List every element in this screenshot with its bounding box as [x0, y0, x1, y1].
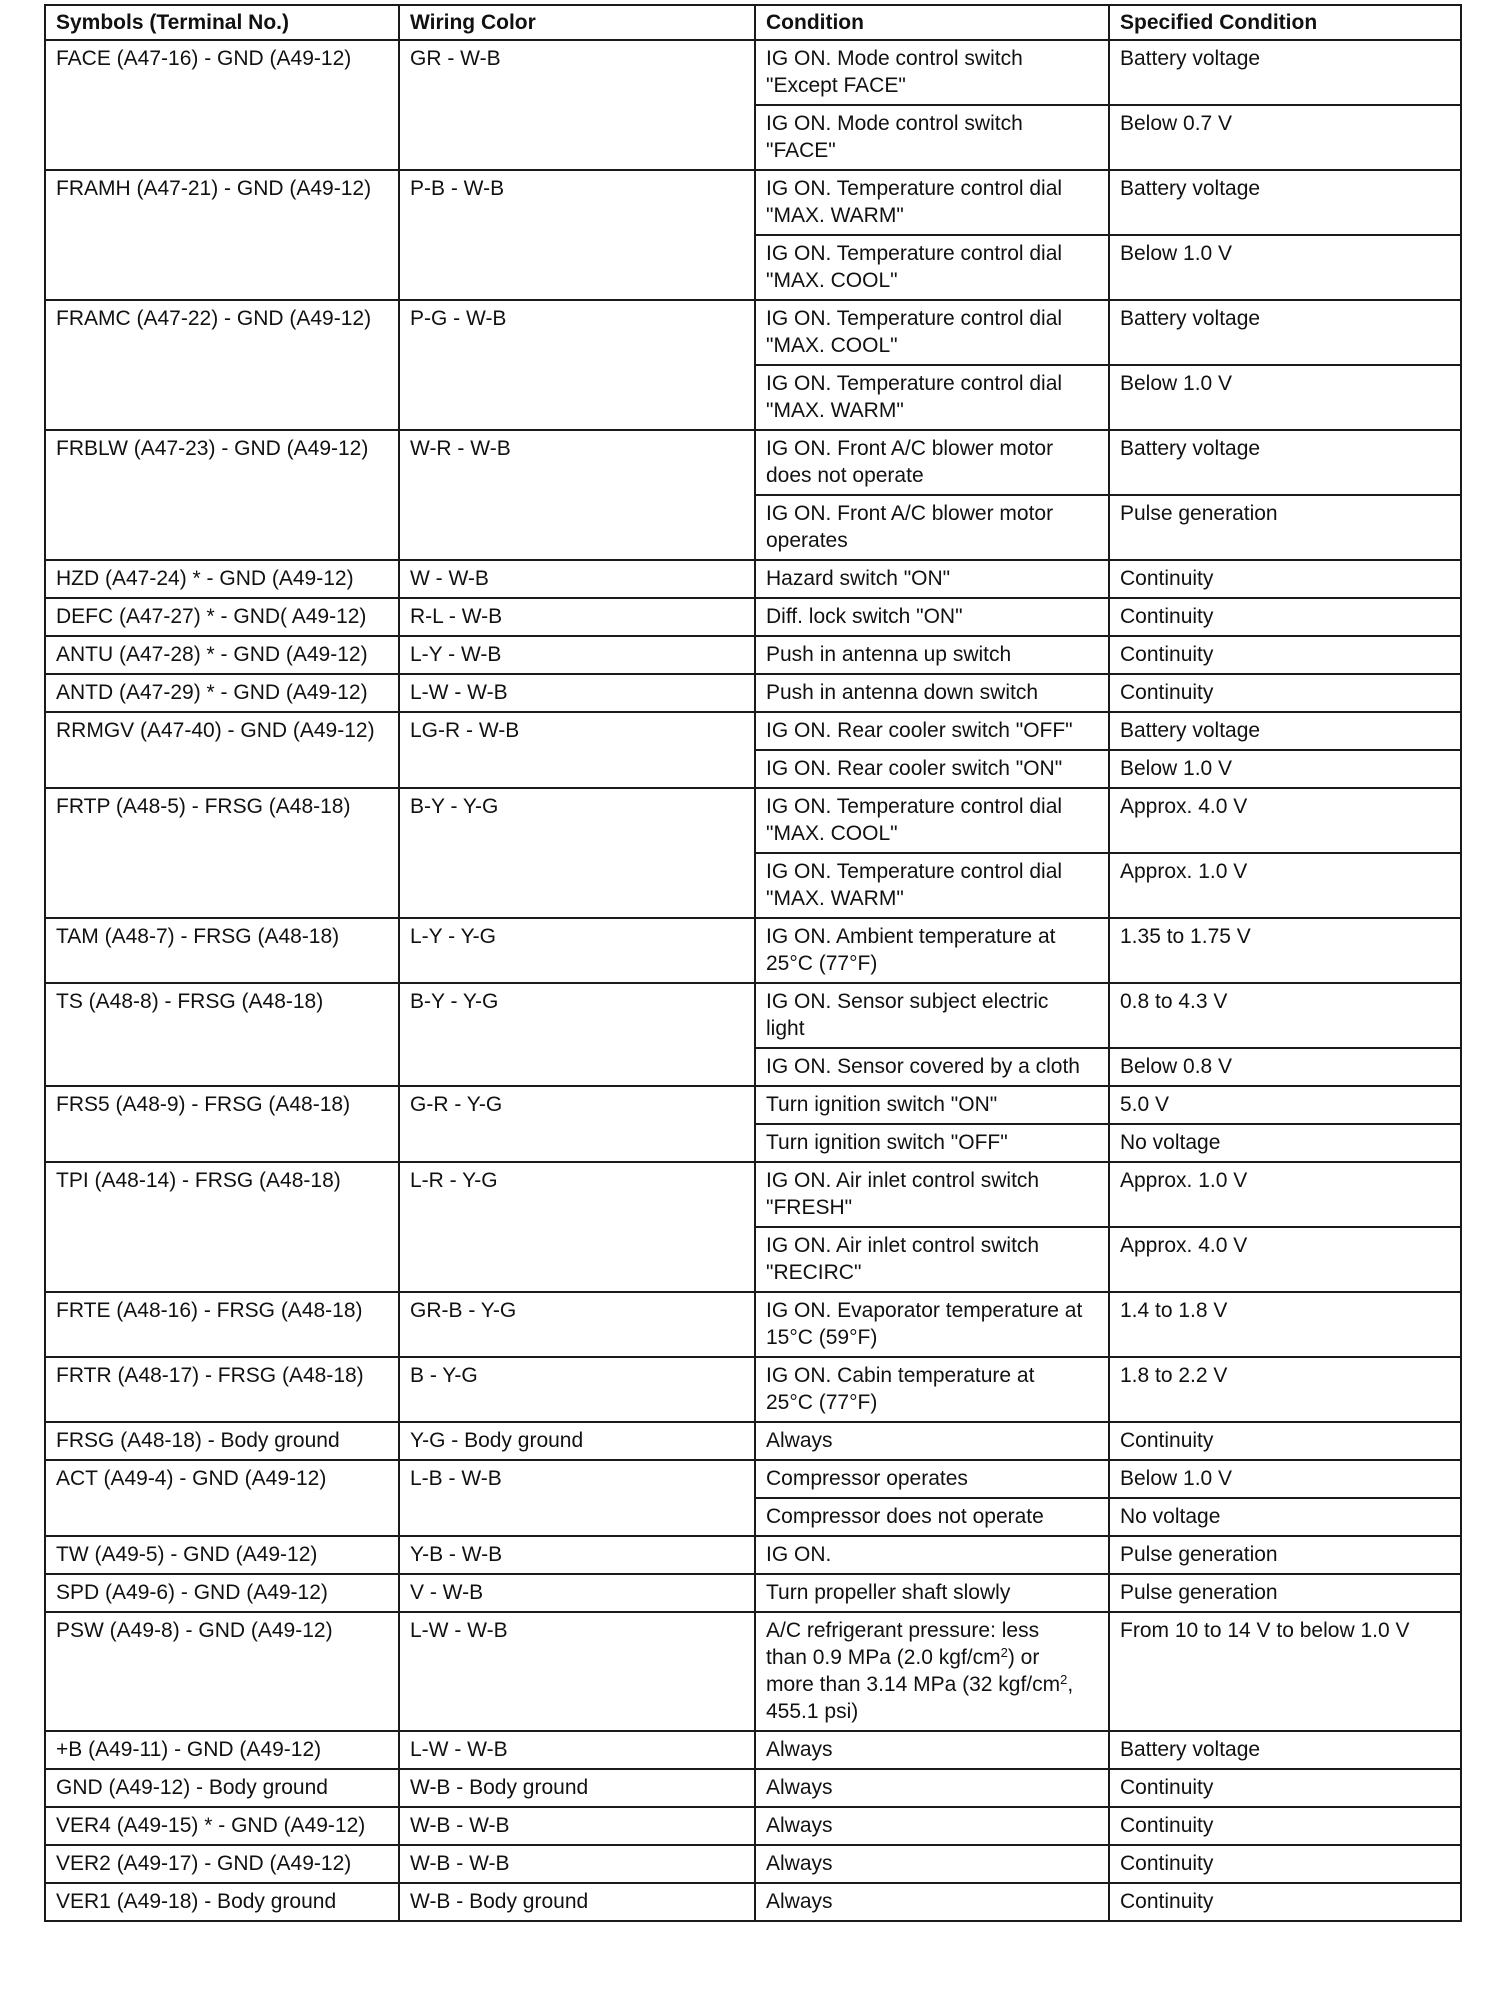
terminal-symbol: FRTR (A48-17) - FRSG (A48-18) [45, 1357, 399, 1422]
condition: IG ON. Temperature control dial "MAX. COOL" [755, 235, 1109, 300]
condition: Always [755, 1883, 1109, 1921]
specified-condition: 5.0 V [1109, 1086, 1461, 1124]
specified-condition: Continuity [1109, 1807, 1461, 1845]
wiring-color: GR-B - Y-G [399, 1292, 755, 1357]
specified-condition: Below 1.0 V [1109, 750, 1461, 788]
wiring-color: L-W - W-B [399, 674, 755, 712]
wiring-color: Y-G - Body ground [399, 1422, 755, 1460]
table-row [45, 918, 1461, 983]
specified-condition: 1.8 to 2.2 V [1109, 1357, 1461, 1422]
table-row [45, 1536, 1461, 1574]
specified-condition: Below 1.0 V [1109, 1460, 1461, 1498]
terminal-symbol: FRSG (A48-18) - Body ground [45, 1422, 399, 1460]
table-body [45, 40, 1461, 1921]
specified-condition: Below 0.7 V [1109, 105, 1461, 170]
specified-condition: Battery voltage [1109, 1731, 1461, 1769]
terminal-symbol: RRMGV (A47-40) - GND (A49-12) [45, 712, 399, 788]
specified-condition: Approx. 1.0 V [1109, 853, 1461, 918]
wiring-color: Y-B - W-B [399, 1536, 755, 1574]
terminal-symbol: ANTD (A47-29) * - GND (A49-12) [45, 674, 399, 712]
table-row [45, 1731, 1461, 1769]
wiring-color: W-B - W-B [399, 1845, 755, 1883]
specified-condition: 1.35 to 1.75 V [1109, 918, 1461, 983]
specified-condition: Continuity [1109, 1422, 1461, 1460]
condition: Push in antenna down switch [755, 674, 1109, 712]
specified-condition: Continuity [1109, 674, 1461, 712]
specified-condition: 0.8 to 4.3 V [1109, 983, 1461, 1048]
condition: Diff. lock switch "ON" [755, 598, 1109, 636]
table-row [45, 430, 1461, 495]
wiring-color: GR - W-B [399, 40, 755, 170]
header-symbols: Symbols (Terminal No.) [45, 5, 399, 40]
condition [755, 1612, 1109, 1731]
specified-condition: Battery voltage [1109, 300, 1461, 365]
condition: Always [755, 1845, 1109, 1883]
condition: Turn ignition switch "OFF" [755, 1124, 1109, 1162]
condition-text: A/C refrigerant pressure: less than 0.9 MPa (2.0 kgf/cm [766, 1619, 1040, 1669]
wiring-color: P-B - W-B [399, 170, 755, 300]
condition: Hazard switch "ON" [755, 560, 1109, 598]
wiring-color: L-Y - W-B [399, 636, 755, 674]
table-row [45, 40, 1461, 105]
table-row [45, 1086, 1461, 1124]
table-row [45, 636, 1461, 674]
table-row [45, 1292, 1461, 1357]
specified-condition: Battery voltage [1109, 170, 1461, 235]
terminal-symbol: ANTU (A47-28) * - GND (A49-12) [45, 636, 399, 674]
table-row [45, 1845, 1461, 1883]
condition: IG ON. Air inlet control switch "RECIRC" [755, 1227, 1109, 1292]
terminal-symbol: FACE (A47-16) - GND (A49-12) [45, 40, 399, 170]
condition: IG ON. Temperature control dial "MAX. WARM" [755, 853, 1109, 918]
wiring-color: LG-R - W-B [399, 712, 755, 788]
specified-condition: Battery voltage [1109, 430, 1461, 495]
header-specified-condition: Specified Condition [1109, 5, 1461, 40]
condition: IG ON. Air inlet control switch "FRESH" [755, 1162, 1109, 1227]
header-wiring-color: Wiring Color [399, 5, 755, 40]
condition: IG ON. Mode control switch "Except FACE" [755, 40, 1109, 105]
condition-text: ) or more than 3.14 MPa (32 kgf/cm [766, 1646, 1061, 1696]
table-row [45, 1574, 1461, 1612]
terminal-symbol: SPD (A49-6) - GND (A49-12) [45, 1574, 399, 1612]
table-row [45, 560, 1461, 598]
table-row [45, 170, 1461, 235]
specified-condition: Continuity [1109, 560, 1461, 598]
specified-condition: Below 1.0 V [1109, 235, 1461, 300]
condition: IG ON. Evaporator temperature at 15°C (59°F) [755, 1292, 1109, 1357]
terminal-symbol: +B (A49-11) - GND (A49-12) [45, 1731, 399, 1769]
superscript: 2 [1000, 1645, 1008, 1660]
terminal-symbol: FRTP (A48-5) - FRSG (A48-18) [45, 788, 399, 918]
terminal-symbol: GND (A49-12) - Body ground [45, 1769, 399, 1807]
condition: IG ON. Sensor subject electric light [755, 983, 1109, 1048]
specified-condition: Continuity [1109, 598, 1461, 636]
wiring-color: L-B - W-B [399, 1460, 755, 1536]
condition: Always [755, 1769, 1109, 1807]
wiring-color: W-R - W-B [399, 430, 755, 560]
table-row [45, 1422, 1461, 1460]
terminal-symbol: TAM (A48-7) - FRSG (A48-18) [45, 918, 399, 983]
specified-condition: Pulse generation [1109, 1574, 1461, 1612]
condition: Always [755, 1731, 1109, 1769]
table-row [45, 598, 1461, 636]
specified-condition: No voltage [1109, 1498, 1461, 1536]
wiring-color: B - Y-G [399, 1357, 755, 1422]
table-row [45, 1162, 1461, 1227]
specified-condition: Continuity [1109, 1769, 1461, 1807]
condition: Turn ignition switch "ON" [755, 1086, 1109, 1124]
condition: Compressor operates [755, 1460, 1109, 1498]
table-header-row [45, 5, 1461, 40]
specified-condition: Approx. 4.0 V [1109, 1227, 1461, 1292]
condition: IG ON. Front A/C blower motor does not operate [755, 430, 1109, 495]
wiring-color: B-Y - Y-G [399, 983, 755, 1086]
specified-condition: 1.4 to 1.8 V [1109, 1292, 1461, 1357]
specified-condition: Below 0.8 V [1109, 1048, 1461, 1086]
condition: Always [755, 1422, 1109, 1460]
wiring-color: L-W - W-B [399, 1612, 755, 1731]
specified-condition: Battery voltage [1109, 712, 1461, 750]
specified-condition: Pulse generation [1109, 1536, 1461, 1574]
wiring-color: B-Y - Y-G [399, 788, 755, 918]
specified-condition: Continuity [1109, 1845, 1461, 1883]
condition: Push in antenna up switch [755, 636, 1109, 674]
superscript: 2 [1060, 1672, 1068, 1687]
terminal-symbol: VER4 (A49-15) * - GND (A49-12) [45, 1807, 399, 1845]
terminal-symbol: TPI (A48-14) - FRSG (A48-18) [45, 1162, 399, 1292]
terminal-spec-table [44, 4, 1462, 1922]
wiring-color: R-L - W-B [399, 598, 755, 636]
table-row [45, 1769, 1461, 1807]
wiring-color: L-W - W-B [399, 1731, 755, 1769]
terminal-symbol: FRAMH (A47-21) - GND (A49-12) [45, 170, 399, 300]
condition: IG ON. Ambient temperature at 25°C (77°F) [755, 918, 1109, 983]
condition: IG ON. Rear cooler switch "OFF" [755, 712, 1109, 750]
terminal-symbol: HZD (A47-24) * - GND (A49-12) [45, 560, 399, 598]
terminal-symbol: ACT (A49-4) - GND (A49-12) [45, 1460, 399, 1536]
wiring-color: W - W-B [399, 560, 755, 598]
table-row [45, 1807, 1461, 1845]
terminal-symbol: VER2 (A49-17) - GND (A49-12) [45, 1845, 399, 1883]
wiring-color: V - W-B [399, 1574, 755, 1612]
condition: IG ON. [755, 1536, 1109, 1574]
terminal-symbol: FRBLW (A47-23) - GND (A49-12) [45, 430, 399, 560]
terminal-symbol: PSW (A49-8) - GND (A49-12) [45, 1612, 399, 1731]
wiring-color: L-R - Y-G [399, 1162, 755, 1292]
specified-condition: No voltage [1109, 1124, 1461, 1162]
specified-condition: From 10 to 14 V to below 1.0 V [1109, 1612, 1461, 1731]
specified-condition: Approx. 1.0 V [1109, 1162, 1461, 1227]
terminal-symbol: TS (A48-8) - FRSG (A48-18) [45, 983, 399, 1086]
table-row [45, 983, 1461, 1048]
condition: IG ON. Temperature control dial "MAX. WARM" [755, 170, 1109, 235]
header-condition: Condition [755, 5, 1109, 40]
condition: IG ON. Front A/C blower motor operates [755, 495, 1109, 560]
specified-condition: Battery voltage [1109, 40, 1461, 105]
table-row [45, 712, 1461, 750]
terminal-symbol: DEFC (A47-27) * - GND( A49-12) [45, 598, 399, 636]
table-row [45, 300, 1461, 365]
specified-condition: Approx. 4.0 V [1109, 788, 1461, 853]
condition: Turn propeller shaft slowly [755, 1574, 1109, 1612]
wiring-color: L-Y - Y-G [399, 918, 755, 983]
wiring-color: W-B - W-B [399, 1807, 755, 1845]
condition: Always [755, 1807, 1109, 1845]
condition: Compressor does not operate [755, 1498, 1109, 1536]
condition: IG ON. Cabin temperature at 25°C (77°F) [755, 1357, 1109, 1422]
table-row [45, 674, 1461, 712]
wiring-color: W-B - Body ground [399, 1883, 755, 1921]
table-row [45, 1883, 1461, 1921]
specified-condition: Below 1.0 V [1109, 365, 1461, 430]
condition: IG ON. Sensor covered by a cloth [755, 1048, 1109, 1086]
specified-condition: Continuity [1109, 1883, 1461, 1921]
wiring-color: G-R - Y-G [399, 1086, 755, 1162]
table-row [45, 1357, 1461, 1422]
terminal-symbol: FRS5 (A48-9) - FRSG (A48-18) [45, 1086, 399, 1162]
condition: IG ON. Temperature control dial "MAX. WARM" [755, 365, 1109, 430]
condition-text: , 455.1 psi) [766, 1673, 1074, 1723]
terminal-symbol: FRTE (A48-16) - FRSG (A48-18) [45, 1292, 399, 1357]
condition: IG ON. Rear cooler switch "ON" [755, 750, 1109, 788]
wiring-color: W-B - Body ground [399, 1769, 755, 1807]
specified-condition: Pulse generation [1109, 495, 1461, 560]
condition: IG ON. Temperature control dial "MAX. COOL" [755, 788, 1109, 853]
condition: IG ON. Temperature control dial "MAX. COOL" [755, 300, 1109, 365]
terminal-symbol: VER1 (A49-18) - Body ground [45, 1883, 399, 1921]
table-row [45, 1612, 1461, 1731]
wiring-color: P-G - W-B [399, 300, 755, 430]
condition: IG ON. Mode control switch "FACE" [755, 105, 1109, 170]
table-row [45, 788, 1461, 853]
terminal-symbol: FRAMC (A47-22) - GND (A49-12) [45, 300, 399, 430]
terminal-symbol: TW (A49-5) - GND (A49-12) [45, 1536, 399, 1574]
specified-condition: Continuity [1109, 636, 1461, 674]
table-row [45, 1460, 1461, 1498]
